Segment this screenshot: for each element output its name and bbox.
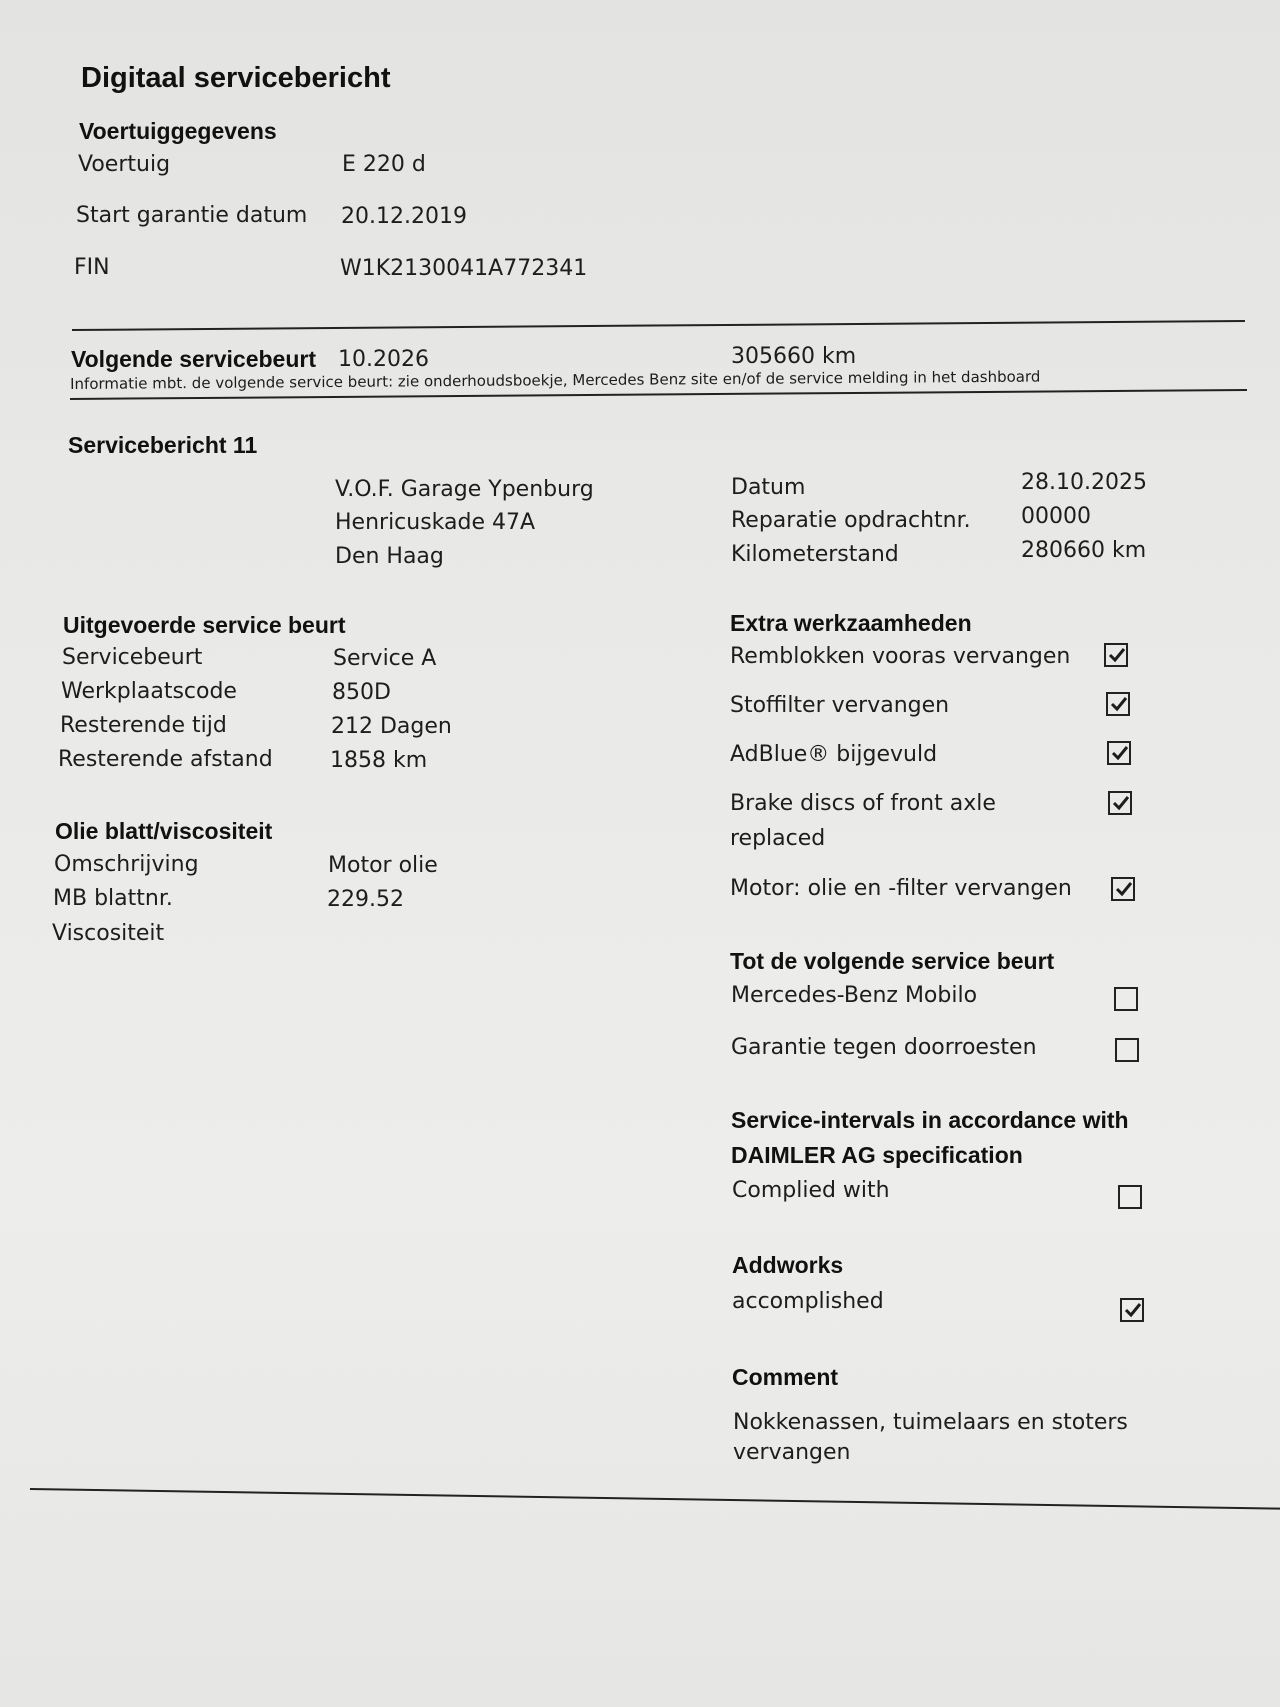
checkbox[interactable] — [1111, 877, 1135, 901]
remaining-time-value: 212 Dagen — [331, 714, 452, 739]
next-service-info: Informatie mbt. de volgende service beurt: zie onderhoudsboekje, Mercedes Benz site en/of de service melding in het dashboard — [70, 367, 1041, 393]
next-service-km: 305660 km — [731, 344, 857, 369]
warranty-start-value: 20.12.2019 — [341, 204, 467, 229]
complied-label: Complied with — [732, 1178, 890, 1203]
vehicle-heading: Voertuiggegevens — [79, 118, 277, 144]
comment-heading: Comment — [732, 1364, 839, 1390]
report-heading: Servicebericht 11 — [68, 432, 258, 458]
warranty-start-label: Start garantie datum — [76, 203, 308, 228]
checkbox[interactable] — [1107, 741, 1131, 765]
oil-description-value: Motor olie — [328, 853, 438, 878]
page-title: Digitaal servicebericht — [81, 62, 391, 94]
service-done-heading: Uitgevoerde service beurt — [63, 612, 346, 638]
garage-street: Henricuskade 47A — [335, 510, 536, 535]
oil-heading: Olie blatt/viscositeit — [55, 818, 273, 844]
odometer-value: 280660 km — [1021, 538, 1147, 563]
extra-work-heading: Extra werkzaamheden — [730, 610, 972, 636]
checkbox[interactable] — [1106, 692, 1130, 716]
intervals-heading-line2: DAIMLER AG specification — [731, 1142, 1023, 1168]
addworks-heading: Addworks — [732, 1252, 844, 1278]
viscosity-label: Viscositeit — [52, 921, 165, 946]
checkbox[interactable] — [1108, 791, 1132, 815]
next-service-date: 10.2026 — [338, 347, 429, 372]
checkbox[interactable] — [1118, 1185, 1142, 1209]
divider — [30, 1488, 1280, 1510]
service-label: Servicebeurt — [62, 645, 203, 670]
fin-value: W1K2130041A772341 — [340, 256, 588, 281]
mb-sheet-label: MB blattnr. — [53, 886, 173, 911]
vehicle-label: Voertuig — [78, 152, 171, 177]
extra-item-label: Brake discs of front axle — [730, 791, 996, 816]
accomplished-label: accomplished — [732, 1289, 884, 1314]
extra-item-label: Stoffilter vervangen — [730, 693, 950, 718]
vehicle-value: E 220 d — [342, 152, 426, 177]
remaining-time-label: Resterende tijd — [60, 713, 227, 738]
remaining-distance-label: Resterende afstand — [58, 747, 273, 772]
date-label: Datum — [731, 475, 806, 500]
workshop-code-value: 850D — [332, 680, 391, 705]
extra-item-label-line2: replaced — [730, 826, 826, 851]
extra-item-label: Remblokken vooras vervangen — [730, 644, 1071, 669]
divider — [72, 320, 1245, 331]
mb-sheet-value: 229.52 — [327, 887, 404, 912]
checkbox[interactable] — [1114, 987, 1138, 1011]
oil-description-label: Omschrijving — [54, 852, 199, 877]
extra-item-label: AdBlue® bijgevuld — [730, 742, 938, 767]
repair-order-value: 00000 — [1021, 504, 1091, 529]
date-value: 28.10.2025 — [1021, 470, 1147, 495]
until-next-item-label: Mercedes-Benz Mobilo — [731, 983, 978, 1008]
intervals-heading: Service-intervals in accordance with — [731, 1107, 1129, 1133]
until-next-heading: Tot de volgende service beurt — [730, 948, 1055, 974]
fin-label: FIN — [74, 255, 110, 280]
garage-city: Den Haag — [335, 544, 444, 569]
extra-item-label: Motor: olie en -filter vervangen — [730, 876, 1072, 901]
odometer-label: Kilometerstand — [731, 542, 899, 567]
comment-text: Nokkenassen, tuimelaars en stoters — [733, 1410, 1128, 1435]
service-value: Service A — [333, 646, 437, 671]
remaining-distance-value: 1858 km — [330, 748, 428, 773]
garage-name: V.O.F. Garage Ypenburg — [335, 477, 594, 502]
until-next-item-label: Garantie tegen doorroesten — [731, 1035, 1037, 1060]
checkbox[interactable] — [1104, 643, 1128, 667]
checkbox[interactable] — [1120, 1298, 1144, 1322]
repair-order-label: Reparatie opdrachtnr. — [731, 508, 971, 533]
next-service-label: Volgende servicebeurt — [71, 346, 316, 372]
checkbox[interactable] — [1115, 1038, 1139, 1062]
workshop-code-label: Werkplaatscode — [61, 679, 237, 704]
comment-text-line2: vervangen — [733, 1440, 851, 1465]
